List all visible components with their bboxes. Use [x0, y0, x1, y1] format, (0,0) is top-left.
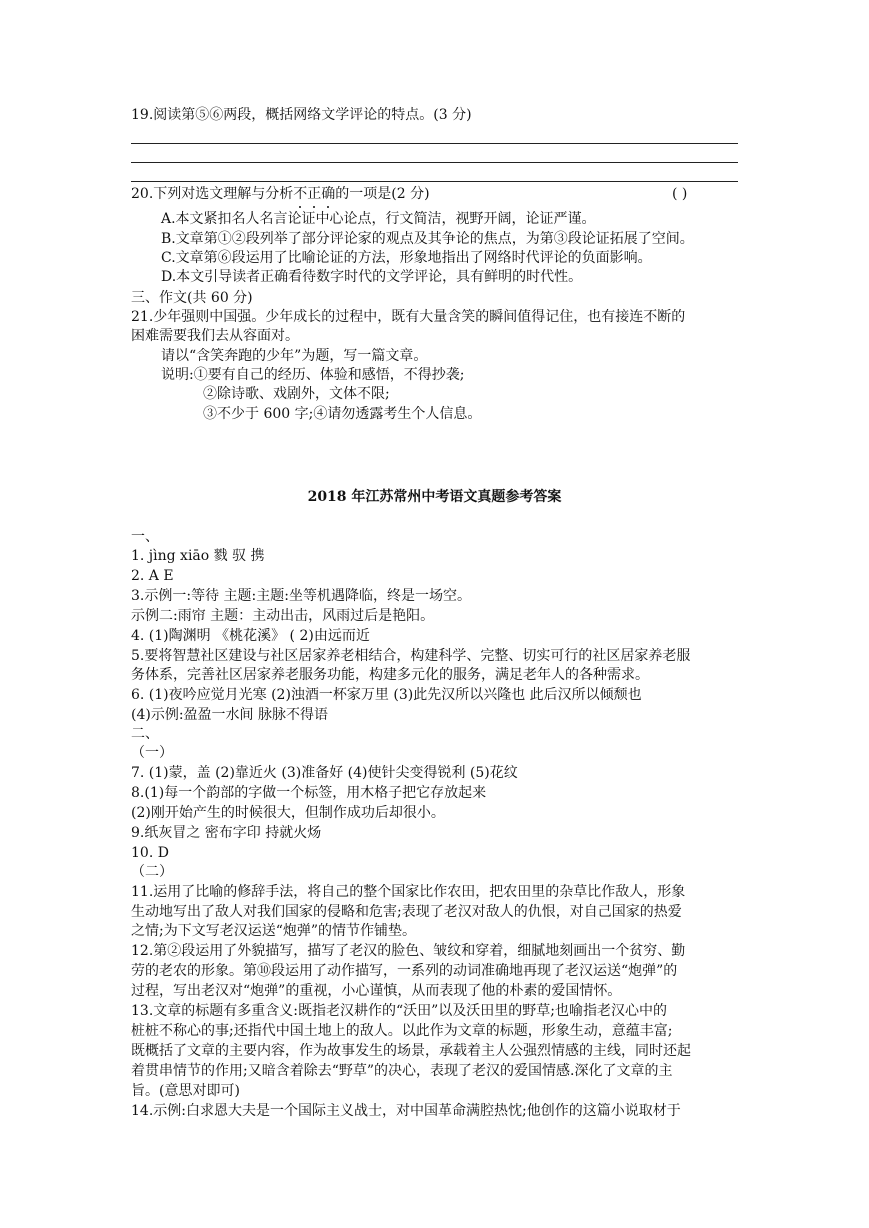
emphasis-char: 正: [307, 186, 322, 202]
emphasis-char: 不: [293, 186, 308, 202]
answer-line-item: 8.(1)每一个韵部的字做一个标签，用木格子把它存放起来: [131, 785, 487, 801]
question-21-prompt: 请以“含笑奔跑的少年”为题，写一篇文章。: [161, 348, 428, 364]
question-20-stem: [131, 185, 741, 204]
option-a: A.本文紧扣名人名言论证中心论点，行文简洁，视野开阔，论证严谨。: [161, 211, 596, 227]
answer-line-item: 2. A E: [131, 568, 174, 584]
answer-line-item: (4)示例:盈盈一水间 脉脉不得语: [131, 707, 328, 723]
note-2: ②除诗歌、戏剧外，文体不限;: [203, 386, 390, 402]
stem-text: 的一项是(2 分): [335, 186, 430, 202]
option-d: D.本文引导读者正确看待数字时代的文学评论，具有鲜明的时代性。: [161, 269, 583, 285]
answer-line-item: 10. D: [131, 845, 169, 861]
answer-line-item: 桩桩不称心的事;还指代中国土地上的敌人。以此作为文章的标题，形象生动，意蕴丰富;: [131, 1023, 673, 1039]
answer-line-item: 7. (1)蒙，盖 (2)靠近火 (3)准备好 (4)使针尖变得锐利 (5)花纹: [131, 765, 518, 781]
answer-line-item: 一、: [131, 529, 159, 545]
answer-line-item: （二）: [131, 864, 173, 880]
question-21-line1: 21.少年强则中国强。少年成长的过程中，既有大量含笑的瞬间值得记住，也有接连不断的: [131, 309, 686, 325]
answer-line-item: 过程，写出老汉对“炮弹”的重视，小心谨慎，从而表现了他的朴素的爱国情怀。: [131, 983, 622, 999]
answer-line-item: 务体系，完善社区居家养老服务功能，构建多元化的服务，满足老年人的各种需求。: [131, 667, 649, 683]
question-19: 19.阅读第⑤⑥两段，概括网络文学评论的特点。(3 分): [131, 107, 472, 123]
answer-line-item: 14.示例:白求恩大夫是一个国际主义战士，对中国革命满腔热忱;他创作的这篇小说取材于: [131, 1103, 681, 1119]
answer-line-item: 3.示例一:等待 主题:主题:坐等机遇降临，终是一场空。: [131, 588, 471, 604]
answer-line-item: 着贯串情节的作用;又暗含着除去“野草”的决心，表现了老汉的爱国情感.深化了文章的主: [131, 1063, 673, 1079]
answer-line: [131, 181, 738, 182]
answer-line-item: 13.文章的标题有多重含义:既指老汉耕作的“沃田”以及沃田里的野草;也喻指老汉心中的: [131, 1003, 668, 1019]
answer-line-item: 示例二:雨帘 主题：主动出击，风雨过后是艳阳。: [131, 608, 435, 624]
answer-line-item: 既概括了文章的主要内容，作为故事发生的场景，承载着主人公强烈情感的主线，同时还起: [131, 1043, 691, 1059]
note-3: ③不少于 600 字;④请勿透露考生个人信息。: [203, 406, 482, 422]
answer-line-item: 劳的老农的形象。第⑩段运用了动作描写，一系列的动词准确地再现了老汉运送“炮弹”的: [131, 963, 678, 979]
question-21-line2: 困难需要我们去从容面对。: [131, 328, 299, 344]
answer-line-item: 之情;为下文写老汉运送“炮弹”的情节作铺垫。: [131, 923, 417, 939]
answers-title: 2018 年江苏常州中考语文真题参考答案: [307, 489, 562, 505]
answer-line-item: 1. jìng xiāo 戮 驭 携: [131, 548, 265, 564]
answer-line: [131, 143, 738, 144]
note-1: 说明:①要有自己的经历、体验和感悟，不得抄袭;: [161, 367, 465, 383]
option-c: C.文章第⑥段运用了比喻论证的方法，形象地指出了网络时代评论的负面影响。: [161, 250, 652, 266]
answer-line-item: 9.纸灰冒之 密布字印 持就火炀: [131, 825, 322, 841]
answer-line-item: 6. (1)夜吟应觉月光寒 (2)浊酒一杯家万里 (3)此先汉所以兴隆也 此后汉所以倾颓也: [131, 687, 642, 703]
emphasis-char: 确: [321, 186, 336, 202]
section-3-heading: 三、作文(共 60 分): [131, 290, 253, 306]
answer-line-item: 二、: [131, 726, 159, 742]
answer-line-item: 5.要将智慧社区建设与社区居家养老相结合，构建科学、完整、切实可行的社区居家养老服: [131, 648, 691, 664]
answer-line-item: 11.运用了比喻的修辞手法，将自己的整个国家比作农田，把农田里的杂草比作敌人，形象: [131, 884, 686, 900]
answer-line-item: 生动地写出了敌人对我们国家的侵略和危害;表现了老汉对敌人的仇恨，对自己国家的热爱: [131, 904, 682, 920]
answer-line-item: 12.第②段运用了外貌描写，描写了老汉的脸色、皱纹和穿着，细腻地刻画出一个贫穷、勤: [131, 943, 686, 959]
answer-line-item: (2)刚开始产生的时候很大，但制作成功后却很小。: [131, 805, 445, 821]
option-b: B.文章第①②段列举了部分评论家的观点及其争论的焦点，为第③段论证拓展了空间。: [161, 231, 694, 247]
answer-line-item: 4. (1)陶渊明 《桃花溪》 ( 2)由远而近: [131, 628, 370, 644]
answer-bracket: ( ): [672, 186, 688, 202]
stem-text: 20.下列对选文理解与分析: [131, 186, 294, 202]
answer-line-item: 旨。(意思对即可): [131, 1083, 240, 1099]
answer-line: [131, 162, 738, 163]
answer-line-item: （一）: [131, 745, 173, 761]
